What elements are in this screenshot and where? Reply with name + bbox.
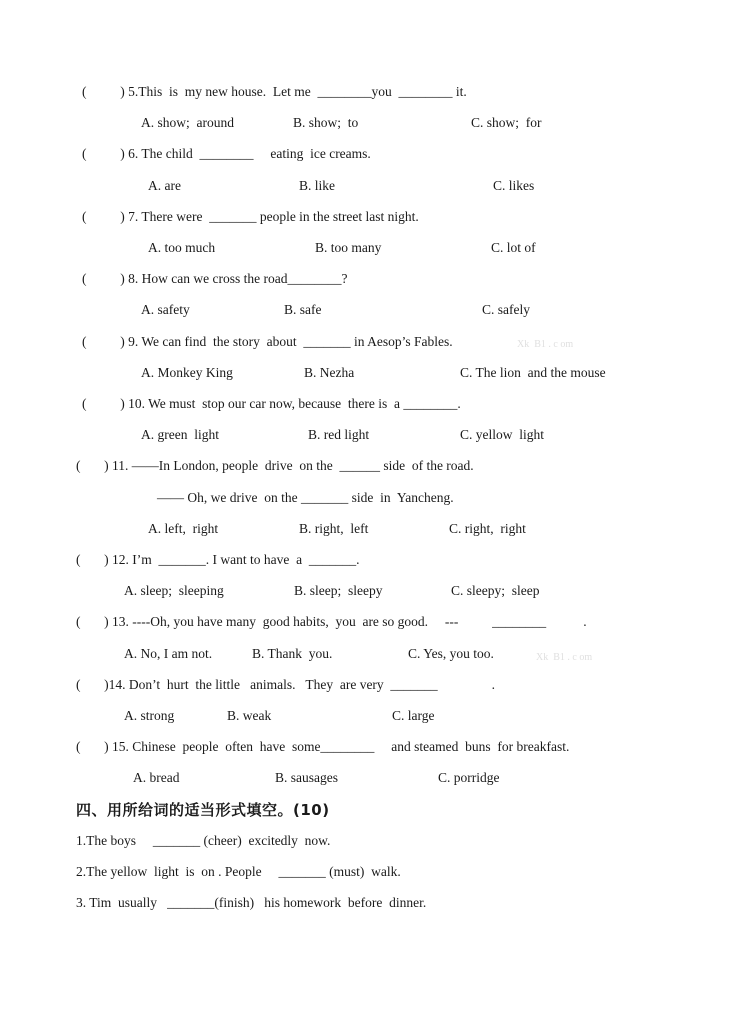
question-7-option-c: C. lot of (491, 240, 536, 255)
question-13-stem: ( ) 13. ----Oh, you have many good habits, you are so good. --- ________ . (76, 614, 587, 629)
question-8-option-b: B. safe (284, 302, 322, 317)
question-6-option-c: C. likes (493, 178, 535, 193)
question-5-option-a: A. show; around (141, 115, 234, 130)
question-15-option-c: C. porridge (438, 770, 500, 785)
question-13-option-a: A. No, I am not. (124, 646, 213, 661)
question-9-option-c: C. The lion and the mouse (460, 365, 606, 380)
section-4-item-3: 3. Tim usually _______(finish) his homework before dinner. (76, 895, 427, 910)
question-14-stem: ( )14. Don’t hurt the little animals. They are very _______ . (76, 677, 496, 692)
section-4-item-1: 1.The boys _______ (cheer) excitedly now. (76, 833, 331, 848)
question-14-option-a: A. strong (124, 708, 175, 723)
question-11-option-b: B. right, left (299, 521, 369, 536)
question-5-option-c: C. show; for (471, 115, 542, 130)
question-11-option-a: A. left, right (148, 521, 219, 536)
section-4-item-2: 2.The yellow light is on . People _______ (must) walk. (76, 864, 401, 879)
question-6-option-a: A. are (148, 178, 181, 193)
question-10-stem: ( ) 10. We must stop our car now, because there is a ________. (82, 396, 461, 411)
question-10-option-a: A. green light (141, 427, 219, 442)
question-5-option-b: B. show; to (293, 115, 359, 130)
question-13-watermark: Xk B1 . c om (536, 652, 593, 663)
question-7-stem: ( ) 7. There were _______ people in the street last night. (82, 209, 419, 224)
question-10-option-c: C. yellow light (460, 427, 544, 442)
question-9-option-a: A. Monkey King (141, 365, 233, 380)
question-9-option-b: B. Nezha (304, 365, 355, 380)
question-8-option-c: C. safely (482, 302, 530, 317)
question-7-option-a: A. too much (148, 240, 216, 255)
question-9-stem: ( ) 9. We can find the story about _______ in Aesop’s Fables. (82, 334, 453, 349)
question-12-option-b: B. sleep; sleepy (294, 583, 383, 598)
question-12-option-c: C. sleepy; sleep (451, 583, 540, 598)
question-6-option-b: B. like (299, 178, 335, 193)
question-13-option-c: C. Yes, you too. (408, 646, 494, 661)
question-15-option-a: A. bread (133, 770, 180, 785)
question-8-option-a: A. safety (141, 302, 190, 317)
question-11-stem-reply: —— Oh, we drive on the _______ side in Yancheng. (157, 490, 454, 505)
question-11-option-c: C. right, right (449, 521, 526, 536)
section-4-heading: 四、用所给词的适当形式填空。(10) (76, 801, 330, 819)
question-12-option-a: A. sleep; sleeping (124, 583, 224, 598)
question-13-option-b: B. Thank you. (252, 646, 333, 661)
question-14-option-b: B. weak (227, 708, 272, 723)
question-10-option-b: B. red light (308, 427, 370, 442)
question-8-stem: ( ) 8. How can we cross the road________? (82, 271, 348, 286)
question-14-option-c: C. large (392, 708, 435, 723)
question-5-stem: ( ) 5.This is my new house. Let me ________you ________ it. (82, 84, 467, 99)
question-11-stem: ( ) 11. ——In London, people drive on the ______ side of the road. (76, 458, 474, 473)
question-15-stem: ( ) 15. Chinese people often have some________ and steamed buns for breakfast. (76, 739, 570, 754)
question-9-watermark: Xk B1 . c om (517, 339, 574, 350)
question-12-stem: ( ) 12. I’m _______. I want to have a _______. (76, 552, 360, 567)
question-6-stem: ( ) 6. The child ________ eating ice creams. (82, 146, 371, 161)
question-7-option-b: B. too many (315, 240, 382, 255)
question-15-option-b: B. sausages (275, 770, 338, 785)
